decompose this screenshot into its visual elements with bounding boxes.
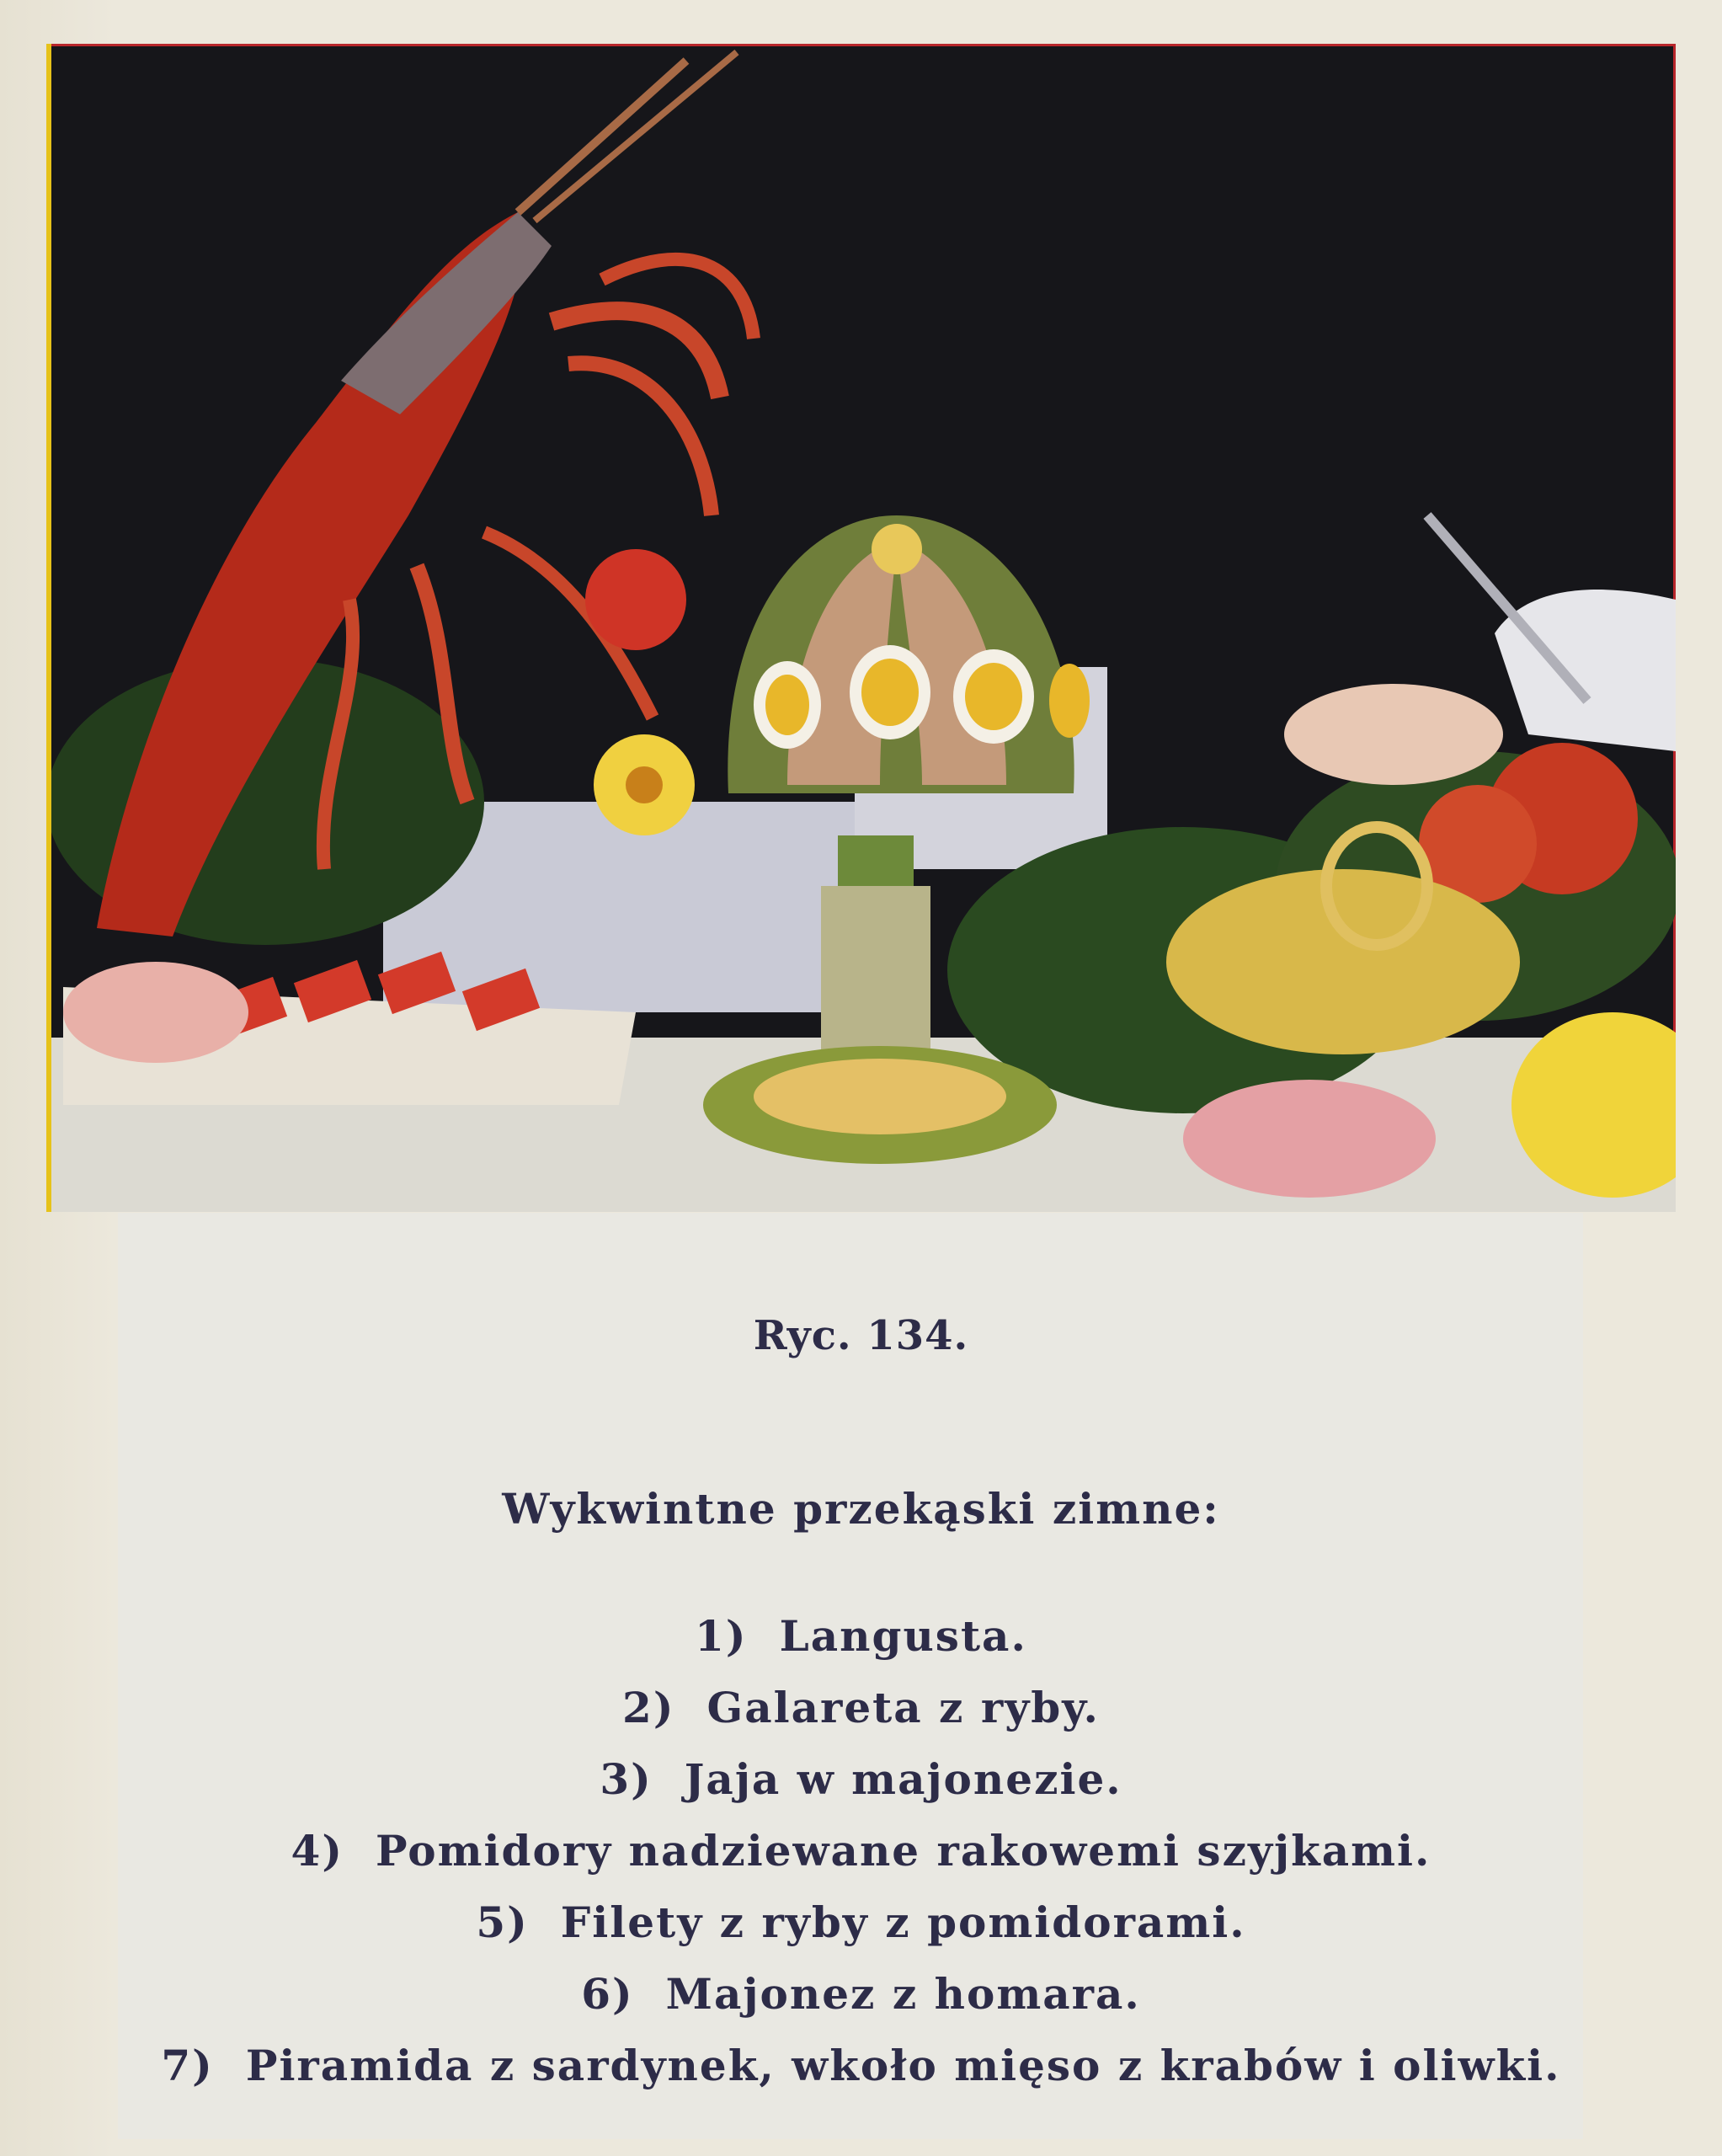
list-item bbox=[0, 1958, 1722, 2030]
item-text: Jaja w majonezie. bbox=[684, 1754, 1122, 1804]
napkin bbox=[1495, 590, 1676, 751]
print-edge bbox=[46, 44, 51, 1212]
figure-label: Ryc. 134. bbox=[753, 1312, 969, 1359]
food-photograph bbox=[46, 44, 1676, 1212]
item-number: 3) bbox=[600, 1754, 653, 1804]
list-item bbox=[0, 1743, 1722, 1815]
item-text: Majonez z homara. bbox=[665, 1969, 1141, 2019]
item-text: Filety z ryby z pomidorami. bbox=[560, 1897, 1246, 1947]
item-number: 5) bbox=[476, 1897, 529, 1947]
ham-rose bbox=[1183, 1080, 1436, 1198]
list-item bbox=[0, 1886, 1722, 1958]
item-text: Galareta z ryby. bbox=[706, 1683, 1100, 1732]
figure-heading: Wykwintne przekąski zimne: bbox=[502, 1484, 1220, 1534]
fish-aspic-dome bbox=[728, 515, 1090, 793]
item-text: Piramida z sardynek, wkoło mięso z krabów i oliwki. bbox=[245, 2041, 1561, 2090]
item-number: 4) bbox=[291, 1826, 344, 1876]
list-item bbox=[0, 1815, 1722, 1886]
food-illustration bbox=[46, 44, 1676, 1212]
item-number: 7) bbox=[161, 2041, 214, 2090]
item-number: 2) bbox=[622, 1683, 675, 1732]
item-text: Pomidory nadziewane rakowemi szyjkami. bbox=[375, 1826, 1431, 1876]
carnation bbox=[585, 549, 686, 650]
list-item bbox=[0, 1600, 1722, 1672]
item-number: 6) bbox=[581, 1969, 634, 2019]
item-number: 1) bbox=[695, 1611, 748, 1661]
daisy-garnish bbox=[594, 734, 695, 835]
item-text: Langusta. bbox=[779, 1611, 1027, 1661]
dish-list bbox=[0, 1600, 1722, 2101]
list-item bbox=[0, 1672, 1722, 1743]
list-item bbox=[0, 2030, 1722, 2101]
